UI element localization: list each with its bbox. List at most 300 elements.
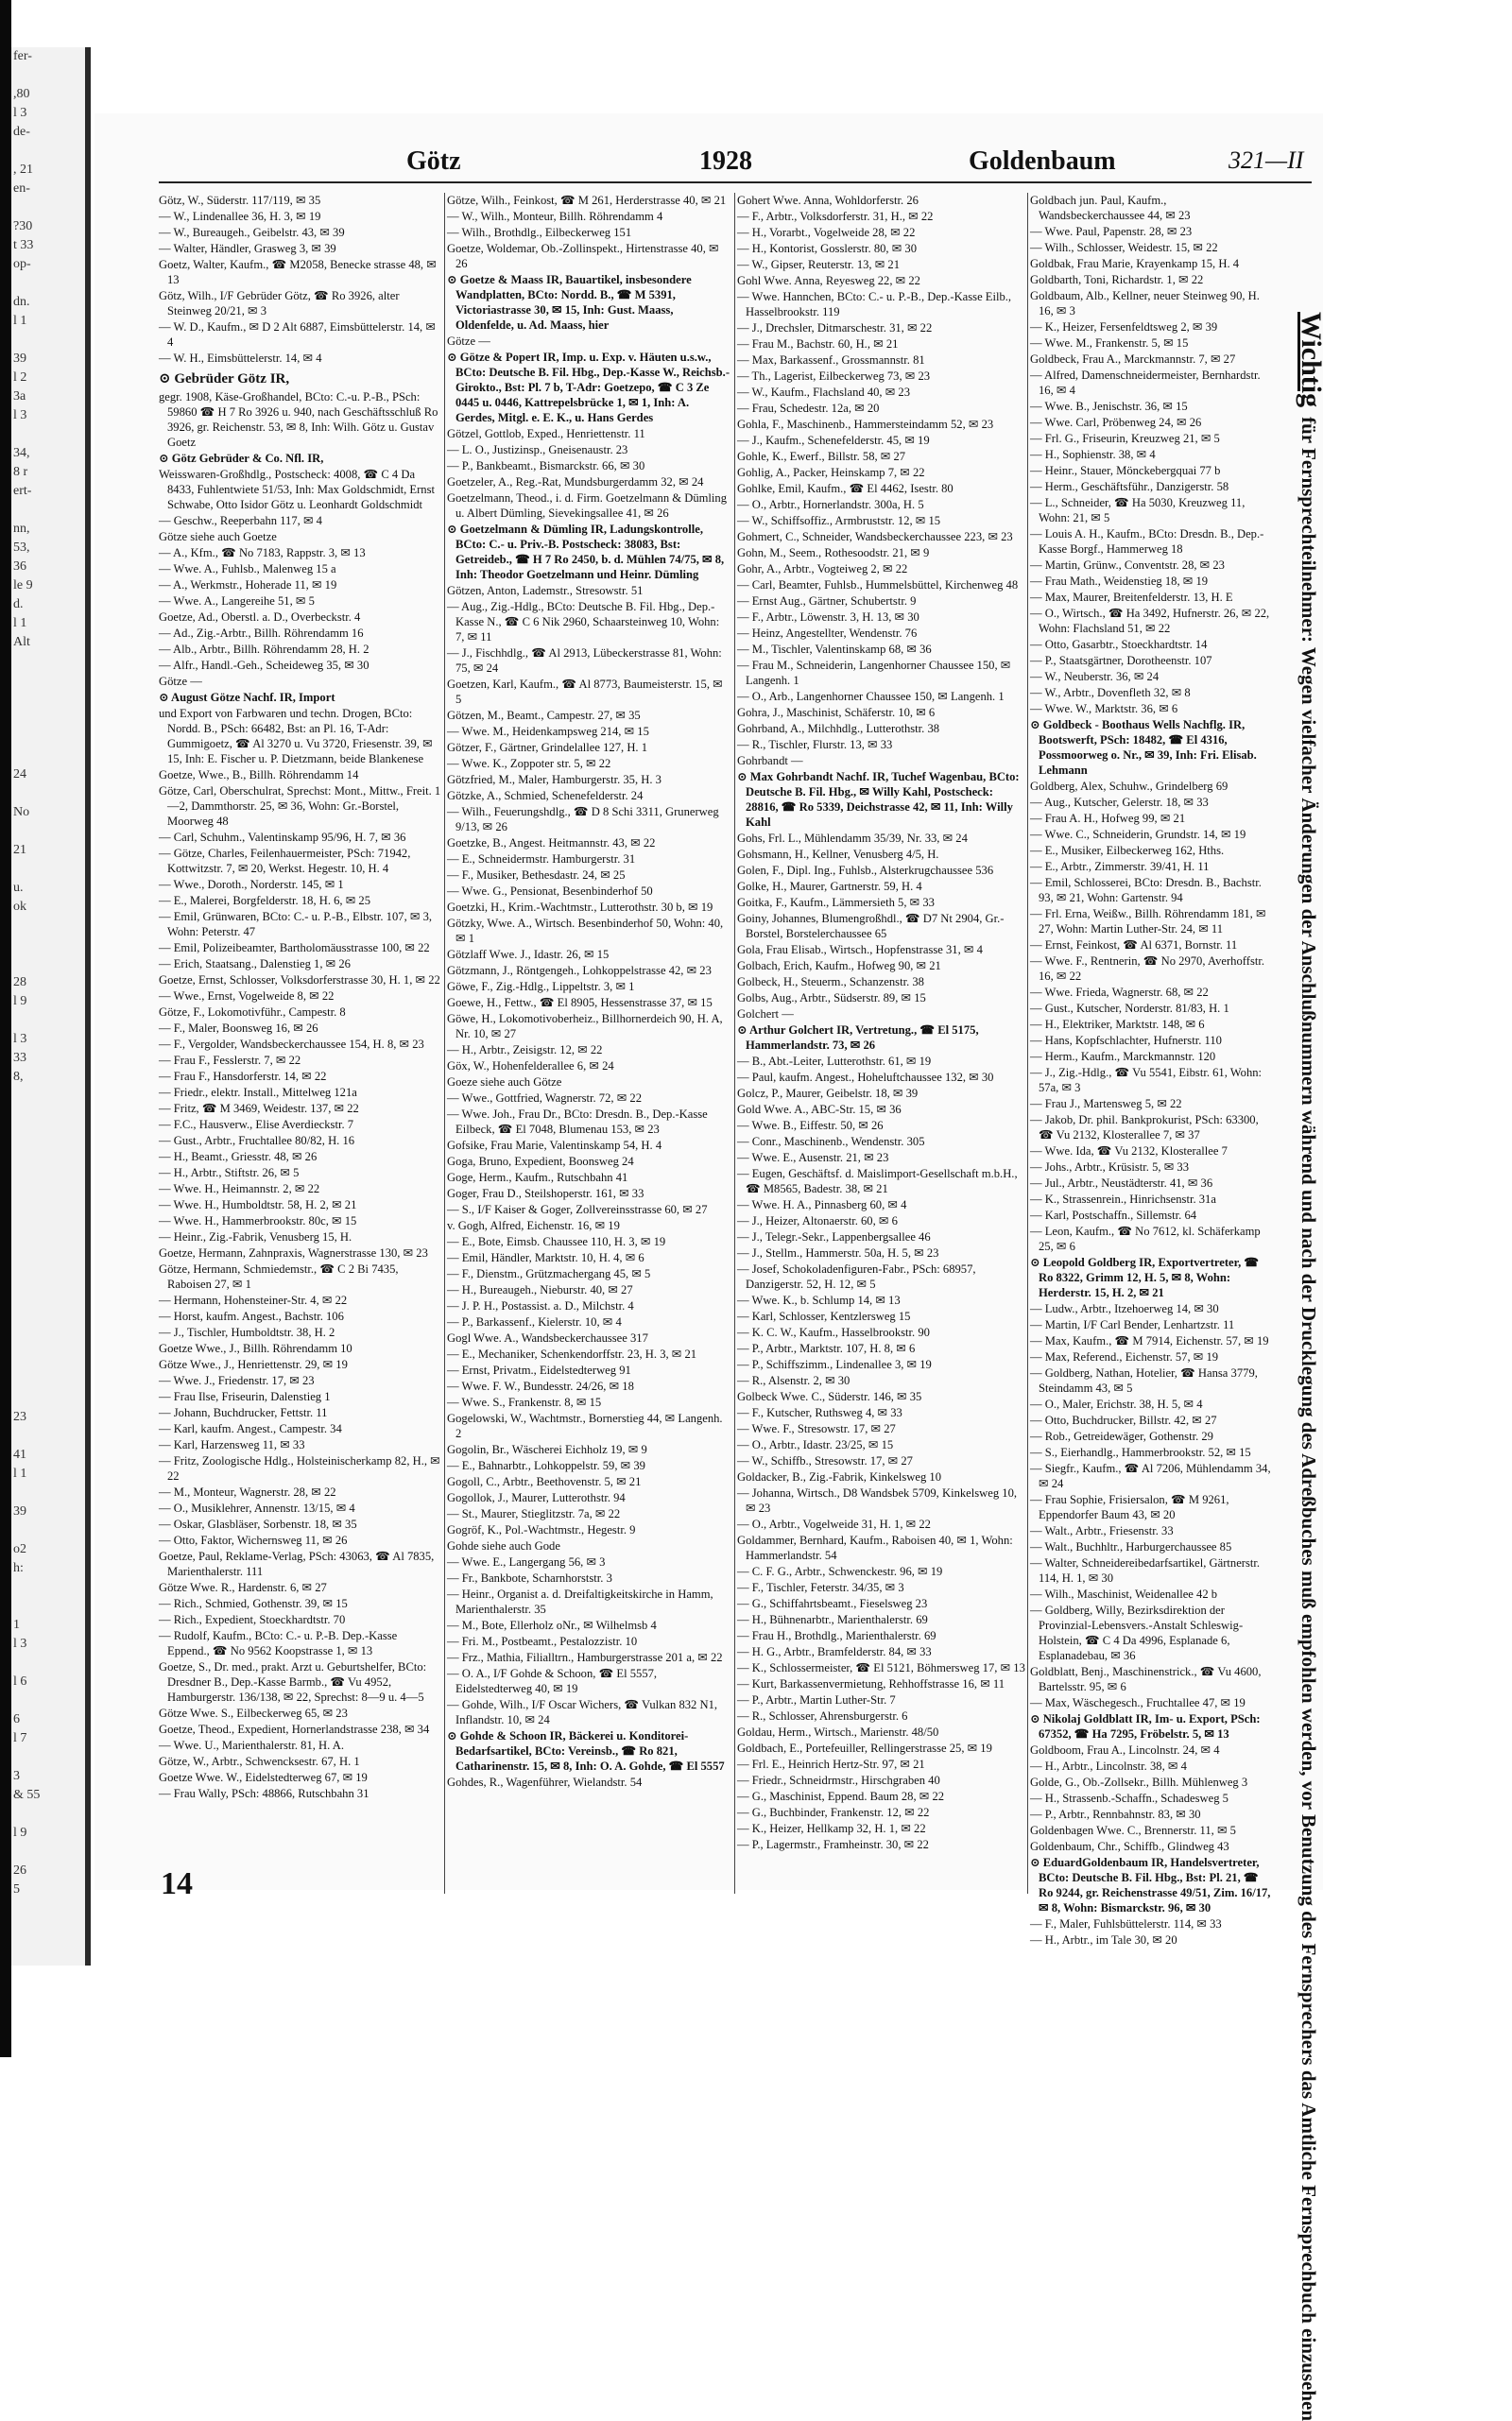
directory-entry: — M., Monteur, Wagnerstr. 28, ✉ 22 [159, 1485, 336, 1499]
previous-page-fragment: 41 [13, 1448, 26, 1462]
directory-entry: — Wwe. C., Schneiderin, Grundstr. 14, ✉ 19 [1030, 828, 1246, 841]
directory-entry: — O., Arb., Langenhorner Chaussee 150, ✉ Langenh. 1 [737, 690, 1005, 703]
previous-page-fragment [13, 1219, 85, 1238]
directory-entry: — H., Arbtr., Lincolnstr. 38, ✉ 4 [1030, 1760, 1187, 1773]
directory-entry: Goetzeler, A., Reg.-Rat, Mundsburgerdamm 32, ✉ 24 [447, 475, 704, 489]
directory-entry: — Fri. M., Postbeamt., Pestalozzistr. 10 [447, 1635, 638, 1648]
directory-entry: — Ad., Zig.-Arbtr., Billh. Röhrendamm 16 [159, 627, 364, 640]
directory-entry: Goga, Bruno, Expedient, Boonsweg 24 [447, 1155, 634, 1168]
directory-entry: — Jul., Arbtr., Neustädterstr. 41, ✉ 36 [1030, 1176, 1213, 1190]
directory-entry: — Gohde, Wilh., I/F Oscar Wichers, ☎ Vulkan 832 N1, Inflandstr. 10, ✉ 24 [447, 1698, 718, 1726]
directory-column-2 [447, 193, 730, 1894]
directory-entry: — A., Werkmstr., Hoherade 11, ✉ 19 [159, 578, 337, 592]
directory-entry: Goetzke, B., Angest. Heitmannstr. 43, ✉ 22 [447, 836, 656, 850]
directory-entry: — W., Wilh., Monteur, Billh. Röhrendamm 4 [447, 210, 663, 223]
directory-entry: — Emil, Polizeibeamter, Bartholomäusstrasse 100, ✉ 22 [159, 941, 430, 954]
directory-entry: — J., Fischhdlg., ☎ Al 2913, Lübeckerstrasse 81, Wohn: 75, ✉ 24 [447, 646, 722, 675]
previous-page-fragment: l 6 [13, 1674, 27, 1689]
previous-page-fragment [13, 1843, 85, 1862]
previous-page-fragment [13, 917, 85, 936]
previous-page-fragment: l 9 [13, 1826, 27, 1840]
firm-entry: ⊙ Goetzelmann & Dümling IR, Ladungskontrolle, BCto: C.- u. Priv.-B. Postscheck: 38083, Bst: Getreideb., ☎ H 7 Ro 2450, b. d. Mühlen 74/75, ✉ 8, Inh: Theodor Goetzelmann und Heinr. Dümling [447, 523, 725, 581]
directory-entry: — W., Lindenallee 36, H. 3, ✉ 19 [159, 210, 321, 223]
directory-entry: — Karl, kaufm. Angest., Campestr. 34 [159, 1422, 342, 1435]
directory-entry: — H., Elektriker, Marktstr. 148, ✉ 6 [1030, 1018, 1205, 1031]
directory-entry: Gohra, J., Maschinist, Schäferstr. 10, ✉ 6 [737, 706, 936, 719]
directory-entry: — A., Kfm., ☎ No 7183, Rappstr. 3, ✉ 13 [159, 546, 366, 559]
directory-entry: — Max, Referend., Eichenstr. 57, ✉ 19 [1030, 1350, 1219, 1364]
directory-entry: Golchert — [737, 1007, 794, 1021]
directory-entry: — E., Mechaniker, Schenkendorffstr. 23, H. 3, ✉ 21 [447, 1348, 697, 1361]
directory-entry: — Wwe., Ernst, Vogelweide 8, ✉ 22 [159, 989, 335, 1003]
previous-page-fragment: en- [13, 181, 30, 196]
directory-entry: — F., Tischler, Feterstr. 34/35, ✉ 3 [737, 1581, 904, 1594]
previous-page-fragment [13, 709, 85, 728]
directory-column-3 [737, 193, 1025, 1894]
directory-entry: — P., Schiffszimm., Lindenallee 3, ✉ 19 [737, 1358, 932, 1371]
directory-entry: Götze, W., Arbtr., Schwencksestr. 67, H. 1 [159, 1755, 360, 1768]
directory-entry: — F., Maler, Boonsweg 16, ✉ 26 [159, 1022, 318, 1035]
directory-entry: — Frau Wally, PSch: 48866, Rutschbahn 31 [159, 1787, 369, 1800]
directory-entry: Goetze, Theod., Expedient, Hornerlandstrasse 238, ✉ 34 [159, 1723, 430, 1736]
directory-entry: — Aug., Zig.-Hdlg., BCto: Deutsche B. Fil. Hbg., Dep.-Kasse N., ☎ C 6 Nik 2960, Schaarsteinweg 10, Wohn: 7, ✉ 11 [447, 600, 720, 644]
directory-entry: — Karl, Harzensweg 11, ✉ 33 [159, 1438, 305, 1451]
previous-page-fragment [13, 1597, 85, 1616]
directory-entry: — Alb., Arbtr., Billh. Röhrendamm 28, H. 2 [159, 643, 369, 656]
directory-entry: — Frau H., Brothdlg., Marienthalerstr. 69 [737, 1629, 936, 1642]
directory-entry: — S., Eierhandlg., Hammerbrookstr. 52, ✉ 15 [1030, 1446, 1251, 1459]
firm-entry: ⊙ Gebrüder Götz IR, [159, 371, 290, 386]
directory-entry: — K., Heizer, Fersenfeldtsweg 2, ✉ 39 [1030, 320, 1218, 334]
directory-entry: — Fritz, ☎ M 3469, Weidestr. 137, ✉ 22 [159, 1102, 359, 1115]
previous-page-fragment: u. [13, 881, 24, 895]
directory-entry: — H., Arbtr., Zeisigstr. 12, ✉ 22 [447, 1043, 603, 1056]
sidebar-notice-heading: Wichtig [1296, 312, 1327, 408]
directory-entry: — Wwe. Joh., Frau Dr., BCto: Dresdn. B., Dep.-Kasse Eilbeck, ☎ El 7048, Blumenau 153, ✉ 23 [447, 1107, 708, 1136]
directory-entry: — Eugen, Geschäftsf. d. Maislimport-Gesellschaft m.b.H., ☎ M8565, Badestr. 38, ✉ 21 [737, 1167, 1018, 1195]
header-rule [159, 181, 1312, 183]
column-divider [734, 193, 735, 1894]
directory-entry: — F., Maler, Fuhlsbüttelerstr. 114, ✉ 33 [1030, 1917, 1222, 1931]
directory-entry: Götz, W., Süderstr. 117/119, ✉ 35 [159, 194, 321, 207]
previous-page-fragment [13, 66, 85, 85]
directory-entry: — Wwe. B., Jenischstr. 36, ✉ 15 [1030, 400, 1188, 413]
previous-page-fragment: h: [13, 1561, 24, 1575]
previous-page-fragment: 34, [13, 446, 30, 460]
directory-entry: — F., Vergolder, Wandsbeckerchaussee 154, H. 8, ✉ 23 [159, 1038, 424, 1051]
previous-page-fragment [13, 1106, 85, 1125]
directory-entry: — Hans, Kopfschlachter, Hufnerstr. 110 [1030, 1034, 1222, 1047]
directory-entry: — K., Schlossermeister, ☎ El 5121, Böhmersweg 17, ✉ 13 [737, 1661, 1025, 1674]
directory-entry: — Rich., Expedient, Stoeckhardtstr. 70 [159, 1613, 346, 1626]
directory-entry: — Ernst, Privatm., Eidelstedterweg 91 [447, 1364, 631, 1377]
directory-entry: — Fritz, Zoologische Hdlg., Holsteinischerkamp 82, H., ✉ 22 [159, 1454, 440, 1483]
previous-page-fragment [13, 1276, 85, 1295]
directory-entry: — Carl, Schuhm., Valentinskamp 95/96, H. 7, ✉ 36 [159, 831, 406, 844]
directory-entry: Goetze Wwe. W., Eidelstedterweg 67, ✉ 19 [159, 1771, 368, 1784]
previous-page-fragment [13, 1181, 85, 1200]
directory-entry: Goetze, S., Dr. med., prakt. Arzt u. Geburtshelfer, BCto: Dresdner B., Dep.-Kasse Barmb., ☎ Vu 4952, Hamburgerstr. 136/138, ✉ 22, Sprechst: 8—9 u. 4—5 [159, 1660, 427, 1704]
directory-entry: — Wwe. B., Eiffestr. 50, ✉ 26 [737, 1119, 884, 1132]
previous-page-fragment: 21 [13, 843, 26, 857]
directory-entry: Goetz, Walter, Kaufm., ☎ M2058, Benecke strasse 48, ✉ 13 [159, 258, 437, 286]
directory-entry: — G., Buchbinder, Frankenstr. 12, ✉ 22 [737, 1806, 930, 1819]
directory-entry: — Heinz, Angestellter, Wendenstr. 76 [737, 627, 918, 640]
previous-page-fragment: ?30 [13, 219, 33, 233]
firm-entry: ⊙ Leopold Goldberg IR, Exportvertreter, ☎ Ro 8322, Grimm 12, H. 5, ✉ 8, Wohn: Herderstr. 15, H. 2, ✉ 21 [1030, 1256, 1260, 1299]
directory-entry: — Frl. E., Heinrich Hertz-Str. 97, ✉ 21 [737, 1758, 925, 1771]
directory-entry: — O. A., I/F Gohde & Schoon, ☎ El 5557, Eidelstedterweg 40, ✉ 19 [447, 1667, 658, 1695]
previous-page-fragment: & 55 [13, 1788, 41, 1802]
header-left-catchword: Götz [406, 146, 461, 176]
directory-entry: — Wilh., Maschinist, Weidenallee 42 b [1030, 1588, 1218, 1601]
directory-entry: Goldblatt, Benj., Maschinenstrick., ☎ Vu 4600, Bartelsstr. 95, ✉ 6 [1030, 1665, 1262, 1693]
previous-page-fragment [13, 954, 85, 973]
previous-page-fragment [13, 728, 85, 747]
directory-entry: — Heinr., Zig.-Fabrik, Venusberg 15, H. [159, 1230, 352, 1244]
directory-entry: — Martin, Grünw., Conventstr. 28, ✉ 23 [1030, 558, 1225, 572]
column-divider [1027, 193, 1028, 1894]
previous-page-fragment: d. [13, 597, 24, 611]
directory-entry: Gola, Frau Elisab., Wirtsch., Hopfenstrasse 31, ✉ 4 [737, 943, 983, 956]
directory-entry: — Goldberg, Nathan, Hotelier, ☎ Hansa 3779, Steindamm 43, ✉ 5 [1030, 1366, 1258, 1395]
directory-entry: — M., Bote, Ellerholz oNr., ✉ Wilhelmsb 4 [447, 1619, 657, 1632]
directory-entry: Goetze, Woldemar, Ob.-Zollinspekt., Hirtenstrasse 40, ✉ 26 [447, 242, 719, 270]
directory-entry: — Rich., Schmied, Gothenstr. 39, ✉ 15 [159, 1597, 348, 1610]
firm-entry: ⊙ Götz Gebrüder & Co. Nfl. IR, [159, 452, 324, 465]
directory-entry: — Ernst, Feinkost, ☎ Al 6371, Bornstr. 11 [1030, 938, 1238, 952]
previous-page-fragment: 8, [13, 1070, 24, 1084]
previous-page-fragment: dn. [13, 295, 30, 309]
directory-entry: — Walter, Händler, Grasweg 3, ✉ 39 [159, 242, 336, 255]
directory-entry: Goger, Frau D., Steilshoperstr. 161, ✉ 33 [447, 1187, 644, 1200]
directory-entry: Weisswaren-Großhdlg., Postscheck: 4008, ☎ C 4 Da 8433, Fuhlentwiete 51/53, Inh: Max Goldschmidt, Ernst Schwabe, Otto Isidor Götz u. Leonhardt Goldschmidt [159, 468, 435, 511]
previous-page-fragment: 24 [13, 767, 26, 781]
directory-entry: Goldbeck, Frau A., Marckmannstr. 7, ✉ 27 [1030, 352, 1236, 366]
directory-entry: — Wwe. Paul, Papenstr. 28, ✉ 23 [1030, 225, 1193, 238]
directory-entry: — H., Beamt., Griesstr. 48, ✉ 26 [159, 1150, 318, 1163]
directory-entry: — Frau, Schedestr. 12a, ✉ 20 [737, 402, 880, 415]
previous-page-fragment [13, 274, 85, 293]
previous-page-fragment: No [13, 805, 30, 819]
previous-page-fragment [13, 1427, 85, 1446]
previous-page-fragment [13, 1011, 85, 1030]
directory-entry: — Max, Barkassenf., Grossmannstr. 81 [737, 353, 925, 367]
directory-entry: Götzen, M., Beamt., Campestr. 27, ✉ 35 [447, 709, 641, 722]
directory-entry: — E., Bote, Eimsb. Chaussee 110, H. 3, ✉ 19 [447, 1235, 666, 1248]
directory-entry: — Th., Lagerist, Eilbeckerweg 73, ✉ 23 [737, 369, 931, 383]
directory-entry: — F., Kutscher, Ruthsweg 4, ✉ 33 [737, 1406, 902, 1419]
previous-page-fragment [13, 1087, 85, 1106]
directory-entry: — R., Alsenstr. 2, ✉ 30 [737, 1374, 850, 1387]
directory-entry: — Emil, Schlosserei, BCto: Dresdn. B., Bachstr. 93, ✉ 21, Wohn: Gartenstr. 94 [1030, 876, 1262, 904]
directory-entry: Goldenbagen Wwe. C., Brennerstr. 11, ✉ 5 [1030, 1824, 1236, 1837]
directory-entry: — H., Bureaugeh., Nieburstr. 40, ✉ 27 [447, 1283, 633, 1296]
directory-entry: Götze, F., Lokomotivführ., Campestr. 8 [159, 1005, 346, 1019]
previous-page-fragment: t 33 [13, 238, 34, 252]
directory-entry: — H., Arbtr., Stiftstr. 26, ✉ 5 [159, 1166, 300, 1179]
directory-entry: — Frau M., Schneiderin, Langenhorner Chaussee 150, ✉ Langenh. 1 [737, 659, 1011, 687]
previous-page-fragment [13, 671, 85, 690]
sidebar-notice [1278, 312, 1327, 2421]
directory-entry: Goldammer, Bernhard, Kaufm., Raboisen 40, ✉ 1, Wohn: Hammerlandstr. 54 [737, 1534, 1013, 1562]
directory-entry: Goeze siehe auch Götze [447, 1075, 562, 1089]
directory-entry: — Frau A. H., Hofweg 99, ✉ 21 [1030, 812, 1186, 825]
previous-page-fragment [13, 1351, 85, 1370]
directory-entry: Gohle, K., Ewerf., Billstr. 58, ✉ 27 [737, 450, 906, 463]
directory-entry: — H., Kontorist, Gosslerstr. 80, ✉ 30 [737, 242, 918, 255]
directory-entry: — K., Heizer, Hellkamp 32, H. 1, ✉ 22 [737, 1822, 926, 1835]
directory-entry: Götzke, A., Schmied, Schenefelderstr. 24 [447, 789, 644, 802]
directory-entry: — Herm., Kaufm., Marckmannstr. 120 [1030, 1050, 1216, 1063]
directory-entry: — Frz., Mathia, Filialltrn., Hamburgerstrasse 201 a, ✉ 22 [447, 1651, 723, 1664]
directory-entry: — Otto, Gasarbtr., Stoeckhardtstr. 14 [1030, 638, 1208, 651]
directory-entry: — Aug., Kutscher, Gelerstr. 18, ✉ 33 [1030, 796, 1209, 809]
previous-page-fragment: 8 r [13, 465, 28, 479]
previous-page-fragment [13, 1200, 85, 1219]
directory-entry: — Ernst Aug., Gärtner, Schubertstr. 9 [737, 594, 917, 608]
directory-entry: — O., Musiklehrer, Annenstr. 13/15, ✉ 4 [159, 1502, 355, 1515]
directory-entry: — Frau J., Martensweg 5, ✉ 22 [1030, 1097, 1182, 1110]
previous-page-fragment [13, 1332, 85, 1351]
directory-entry: Goetze, Wwe., B., Billh. Röhrendamm 14 [159, 768, 359, 781]
directory-entry: — Wwe. Ida, ☎ Vu 2132, Klosterallee 7 [1030, 1144, 1228, 1158]
directory-entry: — J., Kaufm., Schenefelderstr. 45, ✉ 19 [737, 434, 930, 447]
directory-entry: Goetze, Hermann, Zahnpraxis, Wagnerstrasse 130, ✉ 23 [159, 1246, 428, 1260]
directory-entry: — Emil, Grünwaren, BCto: C.- u. P.-B., Elbstr. 107, ✉ 3, Wohn: Peterstr. 47 [159, 910, 433, 938]
directory-entry: Götzky, Wwe. A., Wirtsch. Besenbinderhof 50, Wohn: 40, ✉ 1 [447, 917, 724, 945]
directory-entry: Götze siehe auch Goetze [159, 530, 277, 543]
directory-entry: Gogl Wwe. A., Wandsbeckerchaussee 317 [447, 1331, 648, 1345]
directory-entry: Götze — [159, 675, 202, 688]
directory-entry: Gogelowski, W., Wachtmstr., Bornerstieg 44, ✉ Langenh. 2 [447, 1412, 723, 1440]
firm-entry: ⊙ Gohde & Schoon IR, Bäckerei u. Konditorei-Bedarfsartikel, BCto: Vereinsb., ☎ Ro 821, Catharinenstr. 15, ✉ 8, Inh: O. A. Gohde, ☎ El 5557 [447, 1729, 725, 1773]
directory-entry: — Gust., Kutscher, Norderstr. 81/83, H. 1 [1030, 1002, 1229, 1015]
directory-entry: Gogröf, K., Pol.-Wachtmstr., Hegestr. 9 [447, 1523, 636, 1537]
directory-entry: — Max, Kaufm., ☎ M 7914, Eichenstr. 57, ✉ 19 [1030, 1334, 1269, 1348]
previous-page-fragment [13, 198, 85, 217]
previous-page-fragment: l 3 [13, 408, 27, 422]
directory-entry: — F., Musiker, Bethesdastr. 24, ✉ 25 [447, 868, 626, 882]
directory-entry: Goiny, Johannes, Blumengroßhdl., ☎ D7 Nt 2904, Gr.-Borstel, Borstelerchaussee 65 [737, 912, 1005, 940]
directory-entry: — Fr., Bankbote, Scharnhorststr. 3 [447, 1571, 612, 1585]
previous-page-fragment: l 7 [13, 1731, 27, 1745]
directory-entry: — Wwe. M., Frankenstr. 5, ✉ 15 [1030, 336, 1189, 350]
directory-entry: Gohrbandt — [737, 754, 803, 767]
directory-entry: — H., Bühnenarbtr., Marienthalerstr. 69 [737, 1613, 928, 1626]
previous-page-fragment: 33 [13, 1051, 26, 1065]
directory-entry: — E., Bahnarbtr., Lohkoppelstr. 59, ✉ 39 [447, 1459, 645, 1472]
directory-entry: Goitka, F., Kaufm., Lämmersieth 5, ✉ 33 [737, 896, 935, 909]
directory-entry: — Horst, kaufm. Angest., Bachstr. 106 [159, 1310, 344, 1323]
previous-page-fragment [13, 1389, 85, 1408]
directory-entry: — W., Kaufm., Flachsland 40, ✉ 23 [737, 386, 911, 399]
directory-entry: — L., Schneider, ☎ Ha 5030, Kreuzweg 11, Wohn: 21, ✉ 5 [1030, 496, 1246, 524]
directory-entry: — W., Neuberstr. 36, ✉ 24 [1030, 670, 1160, 683]
directory-entry: Goldau, Herm., Wirtsch., Marienstr. 48/50 [737, 1726, 939, 1739]
directory-entry: — W. D., Kaufm., ✉ D 2 Alt 6887, Eimsbüttelerstr. 14, ✉ 4 [159, 320, 436, 349]
directory-entry: — W., Schiffsoffiz., Armbruststr. 12, ✉ 15 [737, 514, 941, 527]
directory-entry: Götze, Hermann, Schmiedemstr., ☎ C 2 Bi 7435, Raboisen 27, ✉ 1 [159, 1262, 399, 1291]
directory-entry: Götzen, Anton, Lademstr., Stresowstr. 51 [447, 584, 644, 597]
previous-page-edge [11, 47, 91, 1966]
previous-page-fragment: o2 [13, 1542, 26, 1556]
previous-page-fragment [13, 331, 85, 350]
directory-entry: — Hermann, Hohensteiner-Str. 4, ✉ 22 [159, 1294, 348, 1307]
previous-page-fragment: l 1 [13, 314, 27, 328]
previous-page-fragment: 3a [13, 389, 26, 404]
directory-entry: — Walt., Arbtr., Friesenstr. 33 [1030, 1524, 1174, 1537]
directory-entry: — Rob., Getreidewäger, Gothenstr. 29 [1030, 1430, 1213, 1443]
previous-page-fragment [13, 1238, 85, 1257]
directory-entry: Götze, Carl, Oberschulrat, Sprechst: Mont., Mittw., Freit. 1—2, Dammthorstr. 25, ✉ 36, Wohn: Gr.-Borstel, Moorweg 48 [159, 784, 441, 828]
previous-page-fragment: , 21 [13, 163, 33, 177]
directory-entry: Goetzelmann, Theod., i. d. Firm. Goetzelmann & Dümling u. Albert Dümling, Sievekingsallee 41, ✉ 26 [447, 491, 728, 520]
directory-entry: Götze Wwe. S., Eilbeckerweg 65, ✉ 23 [159, 1707, 348, 1720]
directory-entry: — E., Arbtr., Zimmerstr. 39/41, H. 11 [1030, 860, 1210, 873]
previous-page-fragment: 39 [13, 1504, 26, 1519]
previous-page-fragment [13, 142, 85, 161]
directory-entry: Goldboom, Frau A., Lincolnstr. 24, ✉ 4 [1030, 1743, 1220, 1757]
directory-entry: — W., Schiffb., Stresowstr. 17, ✉ 27 [737, 1454, 913, 1468]
directory-entry: Goldbach, E., Portefeuiller, Rellingerstrasse 25, ✉ 19 [737, 1742, 992, 1755]
previous-page-fragment: ,80 [13, 87, 30, 101]
previous-page-fragment [13, 1125, 85, 1143]
directory-entry: Golbeck Wwe. C., Süderstr. 146, ✉ 35 [737, 1390, 922, 1403]
previous-page-fragment [13, 936, 85, 954]
previous-page-fragment: l 1 [13, 616, 27, 630]
directory-entry: — Wwe. W., Marktstr. 36, ✉ 6 [1030, 702, 1178, 715]
directory-entry: Golde, G., Ob.-Zollsekr., Billh. Mühlenweg 3 [1030, 1776, 1248, 1789]
directory-entry: — Frau Math., Weidenstieg 18, ✉ 19 [1030, 575, 1209, 588]
directory-entry: — R., Tischler, Flurstr. 13, ✉ 33 [737, 738, 893, 751]
directory-entry: Golbs, Aug., Arbtr., Südserstr. 89, ✉ 15 [737, 991, 926, 1004]
directory-entry: — Johs., Arbtr., Krüsistr. 5, ✉ 33 [1030, 1160, 1189, 1174]
directory-entry: — O., Arbtr., Hornerlandstr. 300a, H. 5 [737, 498, 924, 511]
directory-entry: Gogollok, J., Maurer, Lutterothstr. 94 [447, 1491, 626, 1504]
previous-page-fragment: l 3 [13, 1637, 27, 1651]
directory-entry: — Paul, kaufm. Angest., Hoheluftchaussee 132, ✉ 30 [737, 1071, 994, 1084]
previous-page-fragment: 3 [13, 1769, 20, 1783]
directory-entry: — Otto, Buchdrucker, Billstr. 42, ✉ 27 [1030, 1414, 1217, 1427]
directory-entry: — W., Gipser, Reuterstr. 13, ✉ 21 [737, 258, 901, 271]
directory-entry: Gold Wwe. A., ABC-Str. 15, ✉ 36 [737, 1103, 902, 1116]
directory-entry: — Wwe. Frieda, Wagnerstr. 68, ✉ 22 [1030, 986, 1209, 999]
directory-entry: — Louis A. H., Kaufm., BCto: Dresdn. B., Dep.-Kasse Borgf., Hammerweg 18 [1030, 527, 1264, 556]
directory-entry: — Max, Maurer, Breitenfelderstr. 13, H. E [1030, 591, 1233, 604]
previous-page-fragment: ert- [13, 484, 32, 498]
directory-entry: — Wilh., Schlosser, Weidestr. 15, ✉ 22 [1030, 241, 1218, 254]
directory-entry: Gohde siehe auch Gode [447, 1539, 560, 1553]
directory-entry: gegr. 1908, Käse-Großhandel, BCto: C.-u. P.-B., PSch: 59860 ☎ H 7 Ro 3926 u. 940, nach Geschäftsschluß Ro 3926, gr. Reichenstr. 53, ✉ 8, Inh: Wilh. Götz u. Gustav Goetz [159, 390, 438, 449]
firm-entry: ⊙ Nikolaj Goldblatt IR, Im- u. Export, PSch: 67352, ☎ Ha 7295, Fröbelstr. 5, ✉ 13 [1030, 1712, 1261, 1741]
firm-entry: ⊙ Goetze & Maass IR, Bauartikel, insbesondere Wandplatten, BCto: Nordd. B., ☎ M 5391, Victoriastrasse 30, ✉ 15, Inh: Gust. Maass, Oldenfelde, u. Ad. Maass, hier [447, 273, 692, 332]
directory-entry: — Walter, Schneidereibedarfsartikel, Gärtnerstr. 114, H. 1, ✉ 30 [1030, 1556, 1261, 1585]
directory-entry: Golcz, P., Maurer, Geibelstr. 18, ✉ 39 [737, 1087, 919, 1100]
directory-entry: — Max, Wäschegesch., Fruchtallee 47, ✉ 19 [1030, 1696, 1246, 1709]
previous-page-fragment [13, 1654, 85, 1673]
directory-entry: — B., Abt.-Leiter, Lutterothstr. 61, ✉ 19 [737, 1055, 932, 1068]
directory-entry: — Wwe. F. W., Bundesstr. 24/26, ✉ 18 [447, 1380, 634, 1393]
firm-entry: ⊙ Arthur Golchert IR, Vertretung., ☎ El 5175, Hammerlandstr. 73, ✉ 26 [737, 1023, 979, 1052]
directory-entry: Gohn, M., Seem., Rothesoodstr. 21, ✉ 9 [737, 546, 930, 559]
directory-entry: — E., Musiker, Eilbeckerweg 162, Hths. [1030, 844, 1225, 857]
previous-page-fragment: 53, [13, 541, 30, 555]
previous-page-fragment [13, 860, 85, 879]
directory-entry: — Frl. G., Friseurin, Kreuzweg 21, ✉ 5 [1030, 432, 1220, 445]
directory-entry: — Jakob, Dr. phil. Bankprokurist, PSch: 63300, ☎ Vu 2132, Klosterallee 7, ✉ 37 [1030, 1113, 1259, 1142]
directory-entry: — W., Bureaugeh., Geibelstr. 43, ✉ 39 [159, 226, 345, 239]
directory-entry: — Carl, Beamter, Fuhlsb., Hummelsbüttel, Kirchenweg 48 [737, 578, 1019, 592]
directory-entry: — Frau M., Bachstr. 60, H., ✉ 21 [737, 337, 899, 351]
directory-entry: — P., Arbtr., Martin Luther-Str. 7 [737, 1693, 896, 1707]
directory-entry: — Gust., Arbtr., Fruchtallee 80/82, H. 16 [159, 1134, 355, 1147]
directory-entry: — P., Barkassenf., Kielerstr. 10, ✉ 4 [447, 1315, 622, 1329]
directory-entry: — H., Strassenb.-Schaffn., Schadesweg 5 [1030, 1792, 1228, 1805]
previous-page-fragment: 5 [13, 1882, 20, 1897]
directory-entry: Götze Wwe., J., Henriettenstr. 29, ✉ 19 [159, 1358, 348, 1371]
previous-page-fragment [13, 425, 85, 444]
directory-entry: — Alfr., Handl.-Geh., Scheideweg 35, ✉ 30 [159, 659, 369, 672]
previous-page-fragment: 39 [13, 352, 26, 366]
directory-entry: — O., Maler, Erichstr. 38, H. 5, ✉ 4 [1030, 1398, 1203, 1411]
directory-entry: — F., Arbtr., Volksdorferstr. 31, H., ✉ 22 [737, 210, 934, 223]
firm-entry: ⊙ Max Gohrbandt Nachf. IR, Tuchef Wagenbau, BCto: Deutsche B. Fil. Hbg., ✉ Willy Kahl, Postscheck: 28816, ☎ Ro 5339, Deichstrasse 42, ✉ 11, Inh: Willy Kahl [737, 770, 1020, 829]
directory-entry: — Wwe. S., Frankenstr. 8, ✉ 15 [447, 1396, 602, 1409]
directory-entry: — E., Schneidermstr. Hamburgerstr. 31 [447, 852, 636, 866]
directory-entry: — Conr., Maschinenb., Wendenstr. 305 [737, 1135, 925, 1148]
previous-page-fragment [13, 784, 85, 803]
directory-entry: Gogolin, Br., Wäscherei Eichholz 19, ✉ 9 [447, 1443, 647, 1456]
directory-entry: Gohmert, C., Schneider, Wandsbeckerchaussee 223, ✉ 23 [737, 530, 1013, 543]
directory-entry: — F., Arbtr., Löwenstr. 3, H. 13, ✉ 30 [737, 610, 919, 624]
column-divider [444, 193, 445, 1894]
directory-entry: Goldbaum, Alb., Kellner, neuer Steinweg 90, H. 16, ✉ 3 [1030, 289, 1260, 318]
directory-entry: — Herm., Geschäftsführ., Danzigerstr. 58 [1030, 480, 1229, 493]
directory-entry: — Johann, Buchdrucker, Fettstr. 11 [159, 1406, 328, 1419]
sidebar-notice-text: für Fernsprechteilnehmer: Wegen vielfacher Änderungen der Anschlußnummern während und nach der Drucklegung des Adreßbuches muß empfohlen werden, vor Benutzung des Fernsprechers das Amtliche Fernsprechbuch einzusehen [1297, 417, 1320, 2421]
previous-page-fragment [13, 1748, 85, 1767]
folio-number: 14 [161, 1866, 193, 1901]
directory-entry: — O., Arbtr., Vogelweide 31, H. 1, ✉ 22 [737, 1518, 931, 1531]
directory-entry: Gohs, Frl. L., Mühlendamm 35/39, Nr. 33, ✉ 24 [737, 832, 968, 845]
directory-entry: Gohla, F., Maschinenb., Hammersteindamm 52, ✉ 23 [737, 418, 994, 431]
previous-page-fragment [13, 1143, 85, 1162]
previous-page-fragment [13, 1805, 85, 1824]
directory-entry: — M., Tischler, Valentinskamp 68, ✉ 36 [737, 643, 932, 656]
directory-entry: — C. F. G., Arbtr., Schwenckestr. 96, ✉ 19 [737, 1565, 943, 1578]
directory-entry: — R., Schlosser, Ahrensburgerstr. 6 [737, 1709, 908, 1723]
binding-gutter [0, 0, 11, 2057]
directory-entry: — Wwe. M., Heidenkampsweg 214, ✉ 15 [447, 725, 649, 738]
previous-page-fragment: 28 [13, 975, 26, 989]
previous-page-fragment: op- [13, 257, 31, 271]
directory-entry: — Otto, Faktor, Wichernsweg 11, ✉ 26 [159, 1534, 348, 1547]
previous-page-fragment [13, 501, 85, 520]
directory-entry: — K. C. W., Kaufm., Hasselbrookstr. 90 [737, 1326, 930, 1339]
directory-entry: — W. H., Eimsbüttelerstr. 14, ✉ 4 [159, 352, 322, 365]
directory-entry: — L. O., Justizinsp., Gneisenaustr. 23 [447, 443, 628, 456]
directory-entry: — J., Tischler, Humboldtstr. 38, H. 2 [159, 1326, 335, 1339]
directory-entry: Golbach, Erich, Kaufm., Hofweg 90, ✉ 21 [737, 959, 941, 972]
directory-column-1 [159, 193, 442, 1894]
previous-page-fragment: 36 [13, 559, 26, 574]
directory-entry: Götzel, Gottlob, Exped., Henriettenstr. 11 [447, 427, 645, 440]
directory-entry: — Wwe. K., b. Schlump 14, ✉ 13 [737, 1294, 901, 1307]
firm-entry: ⊙ August Götze Nachf. IR, Import [159, 691, 335, 704]
directory-entry: und Export von Farbwaren und techn. Drogen, BCto: Nordd. B., PSch: 66482, Bst: an Pl. 16, T-Adr: Gummigoetz, ☎ Al 3270 u. Vu 3720, Friesenstr. 39, ✉ 15, Inh: E. Fischer u. P. Dietzmann, beide Blankenese [159, 707, 433, 765]
directory-entry: — O., Arbtr., Idastr. 23/25, ✉ 15 [737, 1438, 894, 1451]
